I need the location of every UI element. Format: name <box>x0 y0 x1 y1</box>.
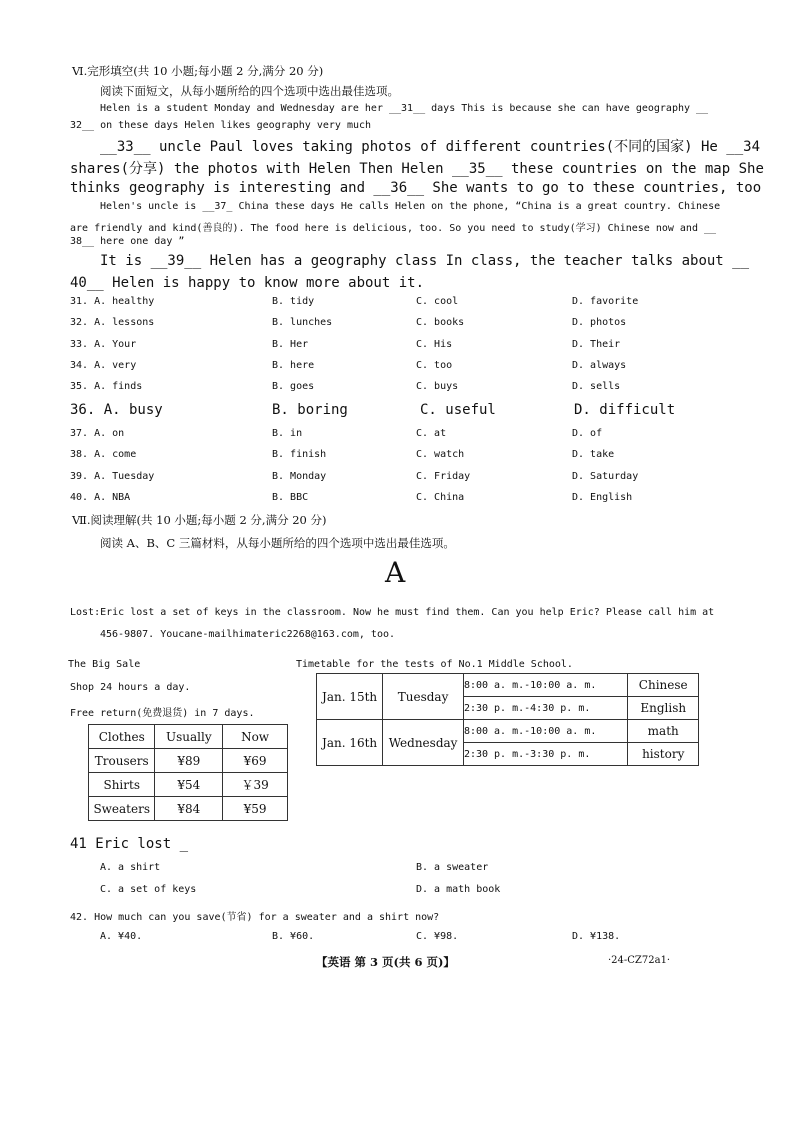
option-b: B. goes <box>272 381 315 392</box>
section-6-title: Ⅵ.完形填空(共 10 小题;每小题 2 分,满分 20 分) <box>72 64 324 78</box>
option-d: D. Saturday <box>572 471 639 482</box>
option-c: C. books <box>416 317 465 328</box>
table-cell: Trousers <box>89 749 155 773</box>
option-a: 40. A. NBA <box>70 492 131 503</box>
table-cell: Jan. 16th <box>317 720 383 766</box>
lost-notice: Lost:Eric lost a set of keys in the classroom. Now he must find them. Can you help Eric? Please call him at <box>70 607 715 618</box>
passage-line: 38__ here one day ” <box>70 236 185 247</box>
passage-line: 40__ Helen is happy to know more about it. <box>70 275 425 291</box>
table-cell: 8:00 a. m.-10:00 a. m. <box>463 720 627 743</box>
option-a: 31. A. healthy <box>70 296 155 307</box>
table-cell: 2:30 p. m.-3:30 p. m. <box>463 743 627 766</box>
option-c: C. watch <box>416 449 465 460</box>
option-d: D. a math book <box>416 884 501 895</box>
timetable-title: Timetable for the tests of No.1 Middle School. <box>296 659 573 670</box>
option-c: C. buys <box>416 381 459 392</box>
option-b: B. finish <box>272 449 327 460</box>
passage-line: It is __39__ Helen has a geography class In class, the teacher talks about __ <box>100 253 750 269</box>
table-cell: 8:00 a. m.-10:00 a. m. <box>463 674 627 697</box>
passage-line: are friendly and kind(善良的). The food here is delicious, too. So you need to study(学习) Chinese now and __ <box>70 223 717 234</box>
passage-line: Helen is a student Monday and Wednesday are her __31__ days This is because she can have geography __ <box>100 103 709 114</box>
option-a: 39. A. Tuesday <box>70 471 155 482</box>
sale-line: Shop 24 hours a day. <box>70 682 191 693</box>
question-41-stem: 41 Eric lost _ <box>70 836 189 852</box>
option-c: C. Friday <box>416 471 471 482</box>
table-cell: ￥39 <box>223 773 288 797</box>
table-cell: ¥54 <box>155 773 223 797</box>
option-d: D. sells <box>572 381 621 392</box>
passage-letter: A <box>385 556 406 589</box>
table-cell: math <box>628 720 699 743</box>
table-cell: history <box>628 743 699 766</box>
option-a: A. a shirt <box>100 862 161 873</box>
option-c: C. too <box>416 360 453 371</box>
option-b: B. BBC <box>272 492 309 503</box>
table-header: Usually <box>155 725 223 749</box>
option-b: B. here <box>272 360 315 371</box>
section-7-instruction: 阅读 A、B、C 三篇材料，从每小题所给的四个选项中选出最佳选项。 <box>100 536 455 550</box>
option-a: 36. A. busy <box>70 402 163 418</box>
lost-notice-contact: 456-9807. Youcane-mailhimateric2268@163.com, too. <box>100 629 396 640</box>
option-b: B. in <box>272 428 303 439</box>
table-cell: Chinese <box>628 674 699 697</box>
table-cell: ¥59 <box>223 797 288 821</box>
option-d: D. ¥138. <box>572 931 621 942</box>
passage-line: __33__ uncle Paul loves taking photos of different countries(不同的国家) He __34 <box>100 139 761 155</box>
option-d: D. English <box>572 492 633 503</box>
option-d: D. Their <box>572 339 621 350</box>
option-c: C. a set of keys <box>100 884 197 895</box>
option-d: D. always <box>572 360 627 371</box>
option-b: B. a sweater <box>416 862 489 873</box>
table-cell: English <box>628 697 699 720</box>
option-d: D. photos <box>572 317 627 328</box>
option-c: C. cool <box>416 296 459 307</box>
passage-line: 32__ on these days Helen likes geography very much <box>70 120 372 131</box>
price-table <box>88 724 288 821</box>
sale-line: Free return(免费退货) in 7 days. <box>70 708 255 719</box>
option-c: C. useful <box>420 402 496 418</box>
table-cell: Jan. 15th <box>317 674 383 720</box>
option-a: 38. A. come <box>70 449 137 460</box>
option-d: D. favorite <box>572 296 639 307</box>
passage-line: thinks geography is interesting and __36__ She wants to go to these countries, too <box>70 180 762 196</box>
table-cell: ¥89 <box>155 749 223 773</box>
option-b: B. Monday <box>272 471 327 482</box>
option-d: D. of <box>572 428 603 439</box>
sale-title: The Big Sale <box>68 659 141 670</box>
table-cell: Shirts <box>89 773 155 797</box>
page-code: ·24-CZ72a1· <box>608 955 671 966</box>
option-b: B. boring <box>272 402 348 418</box>
option-b: B. lunches <box>272 317 333 328</box>
table-cell: Tuesday <box>383 674 464 720</box>
table-cell: Sweaters <box>89 797 155 821</box>
section-7-title: Ⅶ.阅读理解(共 10 小题;每小题 2 分,满分 20 分) <box>72 513 327 527</box>
table-header: Now <box>223 725 288 749</box>
table-cell: 2:30 p. m.-4:30 p. m. <box>463 697 627 720</box>
passage-line: shares(分享) the photos with Helen Then Helen __35__ these countries on the map She <box>70 161 764 177</box>
option-c: C. China <box>416 492 465 503</box>
option-a: 34. A. very <box>70 360 137 371</box>
option-c: C. ¥98. <box>416 931 459 942</box>
option-c: C. His <box>416 339 453 350</box>
table-cell: ¥84 <box>155 797 223 821</box>
table-cell: ¥69 <box>223 749 288 773</box>
section-6-instruction: 阅读下面短文，从每小题所给的四个选项中选出最佳选项。 <box>100 84 399 98</box>
question-42-stem: 42. How much can you save(节省) for a sweater and a shirt now? <box>70 912 440 923</box>
timetable <box>316 673 699 766</box>
option-b: B. Her <box>272 339 309 350</box>
option-b: B. tidy <box>272 296 315 307</box>
option-d: D. difficult <box>574 402 676 418</box>
option-d: D. take <box>572 449 615 460</box>
page-footer: 【英语 第 3 页(共 6 页)】 <box>316 955 455 969</box>
option-a: 32. A. lessons <box>70 317 155 328</box>
table-cell: Wednesday <box>383 720 464 766</box>
table-header: Clothes <box>89 725 155 749</box>
option-c: C. at <box>416 428 447 439</box>
passage-line: Helen's uncle is __37_ China these days He calls Helen on the phone, “China is a great country. Chinese <box>100 201 721 212</box>
option-b: B. ¥60. <box>272 931 315 942</box>
option-a: 33. A. Your <box>70 339 137 350</box>
option-a: 35. A. finds <box>70 381 143 392</box>
option-a: A. ¥40. <box>100 931 143 942</box>
option-a: 37. A. on <box>70 428 125 439</box>
